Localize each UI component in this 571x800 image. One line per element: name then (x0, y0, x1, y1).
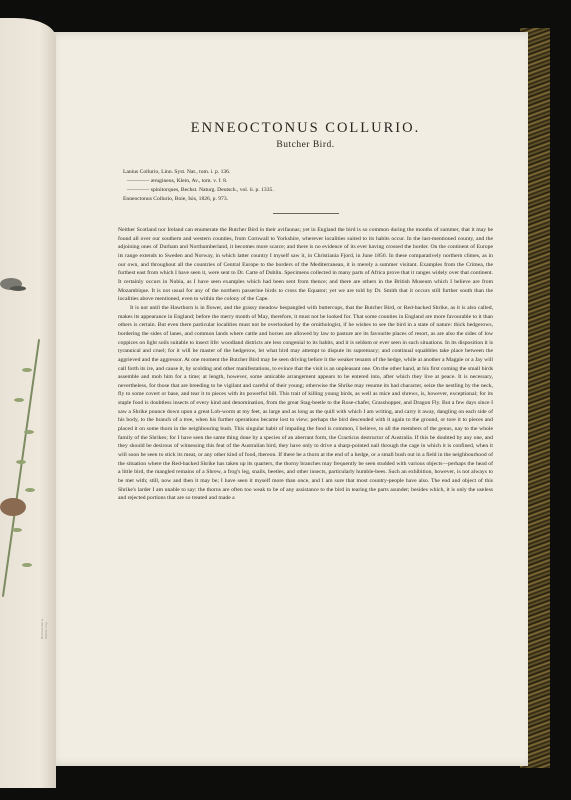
body-text (118, 226, 493, 503)
plate-imprint: Hullmandel & Walton Imp. (40, 618, 48, 639)
left-page-plate (0, 18, 56, 788)
paragraph: Neither Scotland nor Ireland can enumerate the Butcher Bird in their avifaunas; yet in England the bird is so common during the months of summer, that it may be found all over our southern and western counties, from Cornwall to Yorkshire, wherever localities suited to its habits occur. In the last-mentioned county, and the adjoining ones of Durham and Northumberland, it becomes more scarce; and there is no evidence of its ever having crossed the border. On the continent of Europe its range extends to Sweden and Norway, in which latter country I myself saw it, in Christiania Fjord, in June 1856. In these comparatively northern climes, as in our own, and throughout all the countries of Central Europe to the borders of the Mediterranean, it is merely a summer visitant. Examples from the Crimea, the furthest east from which I have seen it, were sent to Dr. Carte of Dublin. Specimens collected in many parts of Africa prove that it ranges widely over that continent. It certainly occurs in Nubia, as I have seen examples which had been sent from thence; and there are others in the British Museum which I believe are from Mozambique. It is not usual for any of the northern passerine birds to cross the Equator; yet we are told by Dr. Smith that it occurs still further south than the localities above mentioned, even to within the colony of the Cape. (118, 227, 493, 303)
synonym-entry: ———— spinitorques, Bechst. Naturg. Deutsch., vol. ii. p. 1335. (127, 187, 274, 193)
synonym-entry: Lanius Collurio, Linn. Syst. Nat., tom. i. p. 136. (123, 169, 231, 175)
bird-illustration (0, 168, 40, 768)
species-title: ENNEOCTONUS COLLURIO. (190, 120, 421, 136)
common-name: Butcher Bird. (276, 140, 335, 150)
section-divider (273, 213, 339, 214)
text-column (118, 120, 493, 503)
synonym-entry: ———— ærugineus, Klein, Av., tom. v. f. 8. (127, 178, 228, 184)
paragraph: It is not until the Hawthorn is in flower, and the grassy meadow bespangled with buttercups, that the Butcher Bird, or Red-backed Shrike, as it is also called, makes its appearance in England; before the merry month of May, therefore, it must not be looked for. That some counties in England are more favourable to it than others is certain. But even there particular localities must not be overlooked by the ornithologist, if he wishes to see the bird in a state of nature: thick hedgerows, bordering the sides of lanes, and common lands where cattle and horses are allowed by law to pasture are its favourite places of resort, as are also the sides of low coppices on light soils suitable to insect life: woodland districts are less congenial to its habits, and it is seldom or ever seen in such situations. In its disposition it is tyrannical and cruel; for it will be master of the hedgerow, let what bird may attempt to dispute its supremacy; and continual squabbles take place between the aggrieved and the aggressor. At one moment the Butcher Bird may be seen driving before it the weaker tenants of the hedge, while at another a Magpie or a Jay will call forth its ire, and cause it, by scolding and other manifestations, to evince that the visit is an unpleasant one. On the other hand, at his first coming the small birds assemble and mob him for a time; at length, however, some amicable arrangement appears to be entered into, after which they live at peace. It is necessary, nevertheless, for those that are breeding to be vigilant and careful of their young; otherwise the Shrike may resume its bad character, seize the nestling by the neck, fly to some covert or base, and tear it to pieces with its powerful bill. This trait of killing young birds, as well as mice and shrews, is, however, exceptional; for its staple food is doubtless insects of every kind and denomination, from the great Stag-beetle to the Rose-chafer, Grasshopper, and Dragon Fly. But a few days since I saw a Shrike pounce down upon a great Lob-worm at my feet, as large and as long as the quill with which I am writing, and carry it away, dangling on each side of his body, to the branch of a tree, when his further operations became lost to view; perhaps the bird descended with it again to the ground, or tore it to pieces and placed it on some thorn in the neighbouring bush. This singular habit of impaling the food is common, I believe, to all the members of the genus, nay to the whole family of the Shrikes; for I have seen the same thing done by a species of an aberrant form, the Cracticus destructor of Australia. If this be doubted by any one, and they should be desirous of witnessing this feat of the Australian bird, they have only to drive a sharp-pointed nail through the cage in which it is confined, when it will soon be seen to stick its meat, or any other kind of food, thereon. If there be a thorn at the end of a hedge, or a small bush out in a field in the neighbourhood of the situation where the Red-backed Shrike has taken up its quarters, the thorny branches may frequently be seen studded with various objects—perhaps the head of a little bird, the mangled remains of a Shrew, a frog's leg, snails, beetles, and other insects, particularly humble-bees. Such an exhibition, however, is not always to be met with; still, now and then it may be; I have seen it myself more than once, and I am sure that most country-people have also. The end and object of this Shrike's larder I am unable to say: the thorns are often too weak to be of any assistance to the bird in tearing the parts asunder; besides which, it is only the useless and rejected portions that are so treated and made a (118, 304, 493, 502)
synonym-entry: Enneoctonus Collurio, Boie, Isis, 1826, p. 973. (123, 196, 229, 202)
synonymy-list (123, 168, 493, 204)
